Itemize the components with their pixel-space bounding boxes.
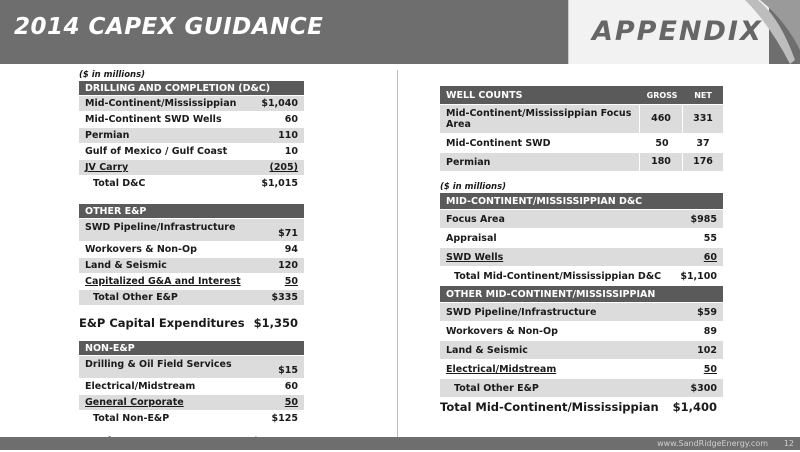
- table-row: SWD Pipeline/Infrastructure $59: [440, 303, 723, 322]
- footer-url: www.SandRidgeEnergy.com: [657, 439, 768, 448]
- unit-label: ($ in millions): [440, 182, 507, 192]
- total-row: Total Other E&P $300: [440, 379, 723, 398]
- table-row: Electrical/Midstream 50: [440, 360, 723, 379]
- table-row: Electrical/Midstream 60: [79, 379, 304, 395]
- table-row: Permian 110: [79, 128, 304, 144]
- logo-swoosh-icon: [740, 0, 800, 64]
- unit-label: ($ in millions): [79, 70, 146, 80]
- grand-total-row: Total Mid-Continent/Mississippian $1,400: [440, 398, 723, 417]
- table-row: Mid-Continent/Mississippian $1,040: [79, 96, 304, 112]
- other-mc-header: OTHER MID-CONTINENT/MISSISSIPPIAN: [440, 286, 723, 303]
- total-row: Total Non-E&P $125: [79, 411, 304, 427]
- well-counts-header: WELL COUNTS GROSS NET: [440, 86, 723, 105]
- table-row: Mid-Continent/Mississippian Focus Area 460 331: [440, 105, 723, 134]
- table-row: Land & Seismic 120: [79, 258, 304, 274]
- right-tables: [440, 86, 723, 417]
- total-row: Total Other E&P $335: [79, 290, 304, 306]
- ep-capex-row: E&P Capital Expenditures $1,350: [79, 314, 304, 333]
- dc-header: DRILLING AND COMPLETION (D&C): [79, 81, 304, 96]
- mc-dc-header: MID-CONTINENT/MISSISSIPPIAN D&C: [440, 193, 723, 210]
- column-divider: [397, 70, 398, 438]
- table-row: Focus Area $985: [440, 210, 723, 229]
- table-row: Land & Seismic 102: [440, 341, 723, 360]
- table-row: JV Carry (205): [79, 160, 304, 176]
- table-row: Mid-Continent SWD 50 37: [440, 134, 723, 153]
- table-row: Workovers & Non-Op 89: [440, 322, 723, 341]
- page-title: 2014 CAPEX GUIDANCE: [14, 14, 324, 40]
- table-row: General Corporate 50: [79, 395, 304, 411]
- table-row: Gulf of Mexico / Gulf Coast 10: [79, 144, 304, 160]
- table-row: SWD Wells 60: [440, 248, 723, 267]
- table-row: Appraisal 55: [440, 229, 723, 248]
- total-row: Total Mid-Continent/Mississippian D&C $1,100: [440, 267, 723, 286]
- table-row: Capitalized G&A and Interest 50: [79, 274, 304, 290]
- table-row: SWD Pipeline/Infrastructure $71: [79, 219, 304, 242]
- total-row: Total D&C $1,015: [79, 176, 304, 192]
- appendix-label: APPENDIX: [592, 16, 763, 47]
- table-row: Drilling & Oil Field Services $15: [79, 356, 304, 379]
- table-row: Permian 180 176: [440, 153, 723, 172]
- left-tables: [79, 70, 304, 452]
- table-row: Workovers & Non-Op 94: [79, 242, 304, 258]
- table-row: Mid-Continent SWD Wells 60: [79, 112, 304, 128]
- other-ep-header: OTHER E&P: [79, 204, 304, 219]
- non-ep-header: NON-E&P: [79, 341, 304, 356]
- page-number: 12: [783, 439, 794, 448]
